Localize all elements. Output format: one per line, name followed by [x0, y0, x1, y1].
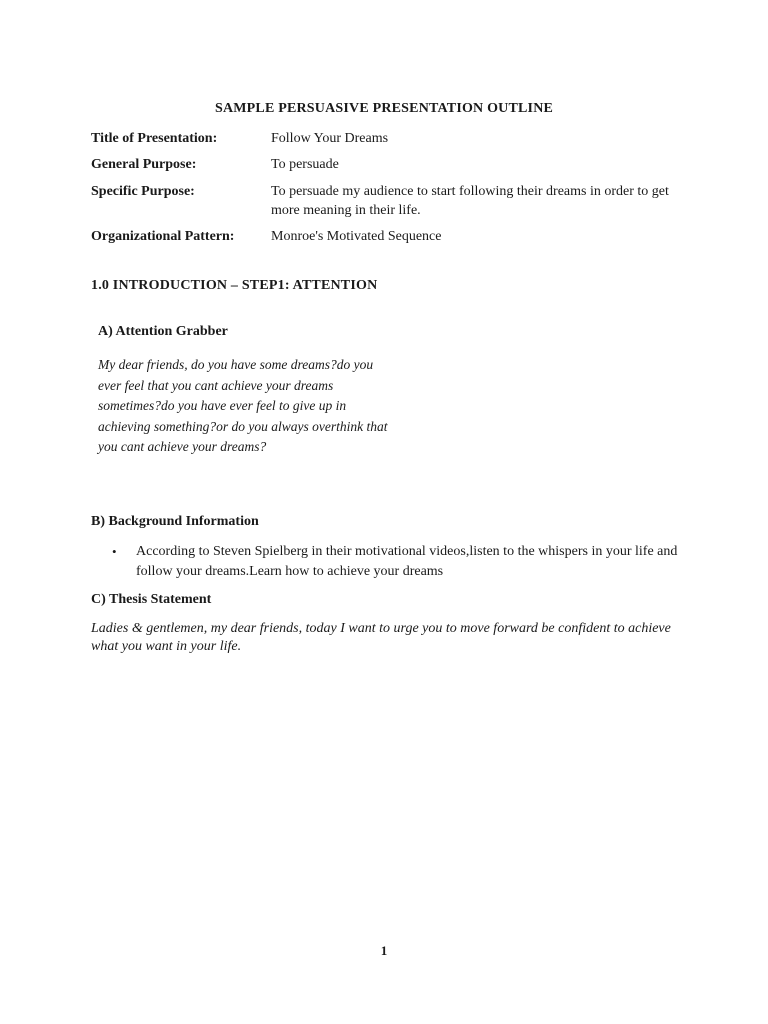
background-heading: B) Background Information — [91, 514, 259, 529]
bullet-text: According to Steven Spielberg in their motivational videos,listen to the whispers in your life and follow your dreams.Learn how to achieve your dreams — [136, 544, 678, 579]
thesis-heading: C) Thesis Statement — [91, 592, 212, 607]
page-number: 1 — [380, 943, 388, 958]
meta-label: General Purpose: — [91, 157, 197, 172]
attention-grabber-heading: A) Attention Grabber — [98, 324, 228, 339]
meta-label: Organizational Pattern: — [91, 229, 235, 244]
meta-value: Follow Your Dreams — [271, 131, 389, 146]
section-heading-introduction: 1.0 INTRODUCTION – STEP1: ATTENTION — [91, 278, 378, 293]
meta-value: To persuade my audience to start following their dreams in order to get more meaning in their life. — [271, 184, 669, 218]
document-title: SAMPLE PERSUASIVE PRESENTATION OUTLINE — [214, 101, 554, 116]
meta-label: Specific Purpose: — [91, 184, 195, 199]
meta-value: Monroe's Motivated Sequence — [271, 229, 442, 244]
attention-grabber-text: My dear friends, do you have some dreams?do you ever feel that you cant achieve your dreams sometimes?do you have ever feel to give up in achieving something?or do you always overthink that you cant achieve your dreams? — [98, 357, 388, 455]
meta-value: To persuade — [271, 157, 339, 172]
meta-label: Title of Presentation: — [91, 131, 218, 146]
bullet-icon: • — [112, 544, 117, 559]
thesis-text: Ladies & gentlemen, my dear friends, today I want to urge you to move forward be confident to achieve what you want in your life. — [91, 621, 671, 654]
